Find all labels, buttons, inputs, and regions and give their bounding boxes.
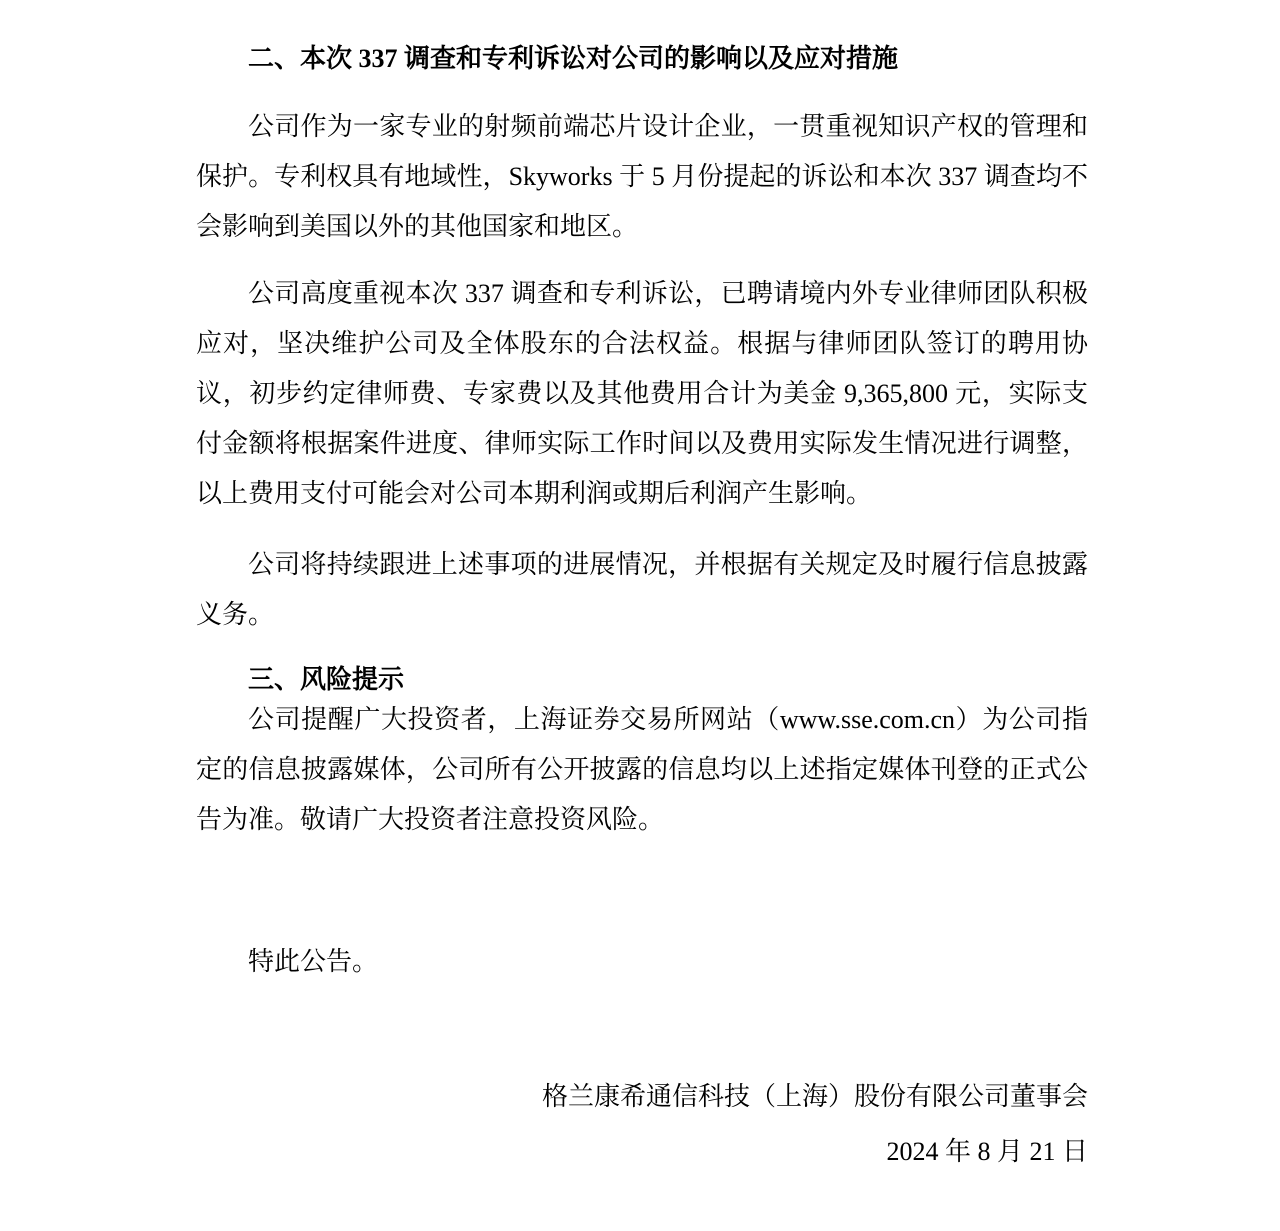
section-3-paragraph-1: 公司提醒广大投资者，上海证券交易所网站（www.sse.com.cn）为公司指定的信息披露媒体，公司所有公开披露的信息均以上述指定媒体刊登的正式公告为准。敬请广大投资者注意投资风险。	[196, 705, 1088, 834]
section-2-paragraph-3: 公司将持续跟进上述事项的进展情况，并根据有关规定及时履行信息披露义务。	[196, 550, 1088, 629]
section-2-heading: 二、本次 337 调查和专利诉讼对公司的影响以及应对措施	[248, 44, 899, 73]
announcement-page	[196, 34, 1088, 1177]
announcement-date: 2024 年 8 月 21 日	[886, 1137, 1088, 1166]
section-3-heading: 三、风险提示	[248, 665, 405, 694]
board-signature: 格兰康希通信科技（上海）股份有限公司董事会	[541, 1082, 1088, 1111]
section-2-paragraph-2: 公司高度重视本次 337 调查和专利诉讼，已聘请境内外专业律师团队积极应对，坚决维护公司及全体股东的合法权益。根据与律师团队签订的聘用协议，初步约定律师费、专家费以及其他费用合计为美金 9,365,800 元，实际支付金额将根据案件进度、律师实际工作时间以及费用实际发生情况进行调整，以上费用支付可能会对公司本期利润或期后利润产生影响。	[196, 279, 1088, 508]
section-2-paragraph-1: 公司作为一家专业的射频前端芯片设计企业，一贯重视知识产权的管理和保护。专利权具有地域性，Skyworks 于 5 月份提起的诉讼和本次 337 调查均不会影响到美国以外的其他国家和地区。	[196, 112, 1088, 241]
closing-statement: 特此公告。	[248, 947, 379, 976]
